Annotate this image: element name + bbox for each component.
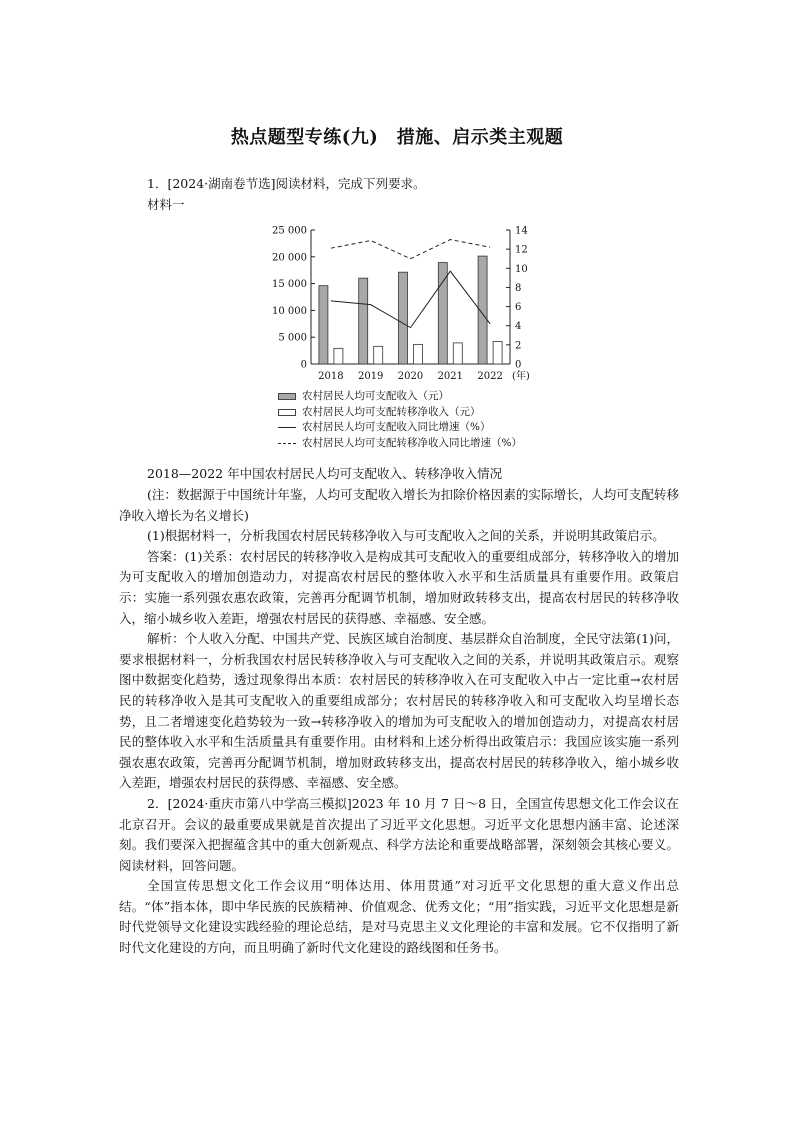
bar-disposable-income <box>399 272 408 364</box>
right-axis-tick-label: 10 <box>515 263 528 275</box>
x-axis-tick-label: 2022 <box>477 371 503 382</box>
right-axis-tick-label: 14 <box>515 225 528 237</box>
legend-label: 农村居民人均可支配收入同比增速（%） <box>302 421 491 433</box>
answer-text: 答案：(1)关系：农村居民的转移净收入是构成其可支配收入的重要组成部分，转移净收入的增加为可支配收入的增加创造动力，对提高农村居民的整体收入水平和生活质量具有重要作用。政策启示：实施一系列强农惠农政策，完善再分配调节机制，增加财政转移支出，提高农村居民的转移净收入，缩小城乡收入差距，增强农村居民的获得感、幸福感、安全感。 <box>119 548 679 626</box>
question-1-heading: 1．[2024·湖南卷节选]阅读材料，完成下列要求。 <box>147 176 426 191</box>
x-axis-tick-label: 2021 <box>437 371 464 382</box>
body-text <box>119 485 679 959</box>
page-title: 热点题型专练(九) 措施、启示类主观题 <box>230 127 564 148</box>
left-axis-tick-label: 15 000 <box>272 279 307 291</box>
x-axis-unit-label: (年) <box>512 371 530 382</box>
legend-item <box>278 405 522 421</box>
legend-swatch <box>278 443 296 444</box>
bar-disposable-income <box>359 278 368 364</box>
question-1-sub: (1)根据材料一，分析我国农村居民转移净收入与可支配收入之间的关系，并说明其政策启示。 <box>147 528 665 544</box>
legend-label: 农村居民人均可支配收入（元） <box>302 390 449 402</box>
right-axis-tick-label: 4 <box>515 321 522 333</box>
bar-transfer-income <box>334 348 343 364</box>
legend-label: 农村居民人均可支配转移净收入（元） <box>302 405 481 418</box>
right-axis-tick-label: 12 <box>515 244 528 256</box>
bar-transfer-income <box>374 346 383 364</box>
bar-transfer-income <box>453 343 462 364</box>
material-label: 材料一 <box>147 197 185 212</box>
line-disposable-income-growth <box>331 271 490 327</box>
legend-swatch <box>278 393 296 400</box>
left-axis-tick-label: 20 000 <box>272 252 307 264</box>
chart-legend <box>278 389 522 451</box>
bar-transfer-income <box>493 341 502 364</box>
bar-transfer-income <box>414 344 423 364</box>
chart-caption: 2018—2022 年中国农村居民人均可支配收入、转移净收入情况 <box>147 466 503 481</box>
left-axis-tick-label: 0 <box>300 359 307 371</box>
right-axis-tick-label: 8 <box>515 282 522 294</box>
legend-label: 农村居民人均可支配转移净收入同比增速（%） <box>302 436 522 449</box>
question-2-intro: 2．[2024·重庆市第八中学高三模拟]2023 年 10 月 7 日～8 日，全国宣传思想文化工作会议在北京召开。会议的最重要成果就是首次提出了习近平文化思想。习近平文化思想内涵丰富、论述深刻。我们要深入把握蕴含其中的重大创新观点、科学方法论和重要战略部署，深刻领会其核心要义。阅读材料，回答问题。 <box>119 795 679 873</box>
x-axis-tick-label: 2019 <box>357 371 384 382</box>
x-axis-tick-label: 2020 <box>397 371 424 382</box>
left-axis-tick-label: 25 000 <box>272 225 307 237</box>
bar-disposable-income <box>319 286 328 364</box>
right-axis-tick-label: 2 <box>515 340 522 352</box>
x-axis-tick-label: 2018 <box>318 371 344 382</box>
right-axis-tick-label: 0 <box>515 359 522 371</box>
left-axis-tick-label: 10 000 <box>272 305 307 317</box>
chart-note: (注：数据源于中国统计年鉴，人均可支配收入增长为扣除价格因素的实际增长，人均可支配转移净收入增长为名义增长) <box>119 487 679 523</box>
line-transfer-income-growth <box>331 240 490 259</box>
legend-item <box>278 420 522 436</box>
right-axis-tick-label: 6 <box>515 302 522 314</box>
analysis-text: 解析：个人收入分配、中国共产党、民族区域自治制度、基层群众自治制度，全民守法第(1)问，要求根据材料一，分析我国农村居民转移净收入与可支配收入之间的关系，并说明其政策启示。观察图中数据变化趋势，透过现象得出本质：农村居民的转移净收入在可支配收入中占一定比重→农村居民的转移净收入是其可支配收入的重要组成部分；农村居民的转移净收入和可支配收入均呈增长态势，且二者增速变化趋势较为一致→转移净收入的增加为可支配收入的增加创造动力，对提高农村居民的整体收入水平和生活质量具有重要作用。由材料和上述分析得出政策启示：我国应该实施一系列强农惠农政策，完善再分配调节机制，增加财政转移支出，提高农村居民的转移净收入，缩小城乡收入差距，增强农村居民的获得感、幸福感、安全感。 <box>119 631 679 791</box>
legend-swatch <box>278 427 296 428</box>
question-2-material: 全国宣传思想文化工作会议用“明体达用、体用贯通”对习近平文化思想的重大意义作出总结。“体”指本体，即中华民族的民族精神、价值观念、优秀文化；“用”指实践，习近平文化思想是新时代党领导文化建设实践经验的理论总结，是对马克思主义文化理论的丰富和发展。它不仅指明了新时代文化建设的方向，而且明确了新时代文化建设的路线图和任务书。 <box>119 878 679 956</box>
legend-item <box>278 436 522 452</box>
legend-item <box>278 389 522 405</box>
left-axis-tick-label: 5 000 <box>278 332 307 344</box>
legend-swatch <box>278 409 296 416</box>
